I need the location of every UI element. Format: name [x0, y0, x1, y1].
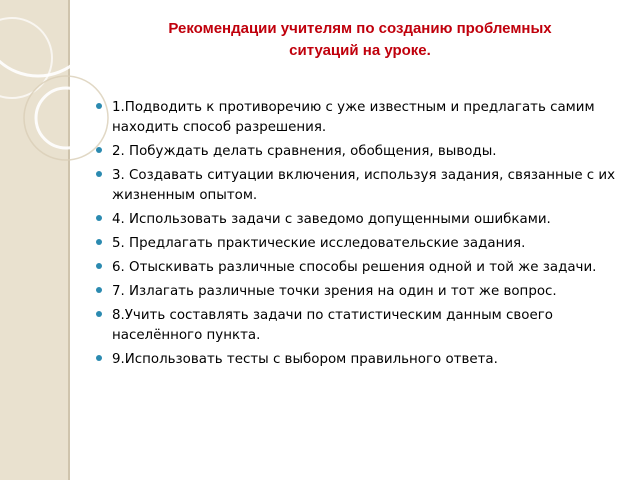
list-item — [96, 258, 616, 278]
bullet-icon — [96, 171, 102, 177]
title-line-2: ситуаций на уроке. — [289, 42, 431, 59]
bullet-icon — [96, 355, 102, 361]
bullet-icon — [96, 239, 102, 245]
list-item — [96, 98, 616, 138]
list-item-text: 7. Излагать различные точки зрения на один и тот же вопрос. — [112, 284, 557, 299]
list-item — [96, 234, 616, 254]
slide-title — [110, 18, 610, 62]
list-item-text: 5. Предлагать практические исследовательские задания. — [112, 236, 526, 251]
list-item-text: 9.Использовать тесты с выбором правильного ответа. — [112, 352, 498, 367]
list-item — [96, 166, 616, 206]
list-item — [96, 306, 616, 346]
decorative-circles — [0, 0, 110, 480]
bullet-icon — [96, 311, 102, 317]
list-item-text: 3. Создавать ситуации включения, используя задания, связанные с их жизненным опытом. — [112, 168, 616, 203]
list-item — [96, 142, 616, 162]
bullet-icon — [96, 287, 102, 293]
recommendations-list — [96, 98, 616, 374]
bullet-icon — [96, 147, 102, 153]
bullet-icon — [96, 103, 102, 109]
list-item-text: 1.Подводить к противоречию с уже известным и предлагать самим находить способ разрешения. — [112, 100, 595, 135]
bullet-icon — [96, 263, 102, 269]
list-item — [96, 350, 616, 370]
list-item-text: 6. Отыскивать различные способы решения одной и той же задачи. — [112, 260, 597, 275]
list-item-text: 2. Побуждать делать сравнения, обобщения, выводы. — [112, 144, 497, 159]
list-item — [96, 282, 616, 302]
title-line-1: Рекомендации учителям по созданию проблемных — [168, 20, 552, 37]
list-item — [96, 210, 616, 230]
list-item-text: 8.Учить составлять задачи по статистическим данным своего населённого пункта. — [112, 308, 553, 343]
bullet-icon — [96, 215, 102, 221]
list-item-text: 4. Использовать задачи с заведомо допущенными ошибками. — [112, 212, 551, 227]
